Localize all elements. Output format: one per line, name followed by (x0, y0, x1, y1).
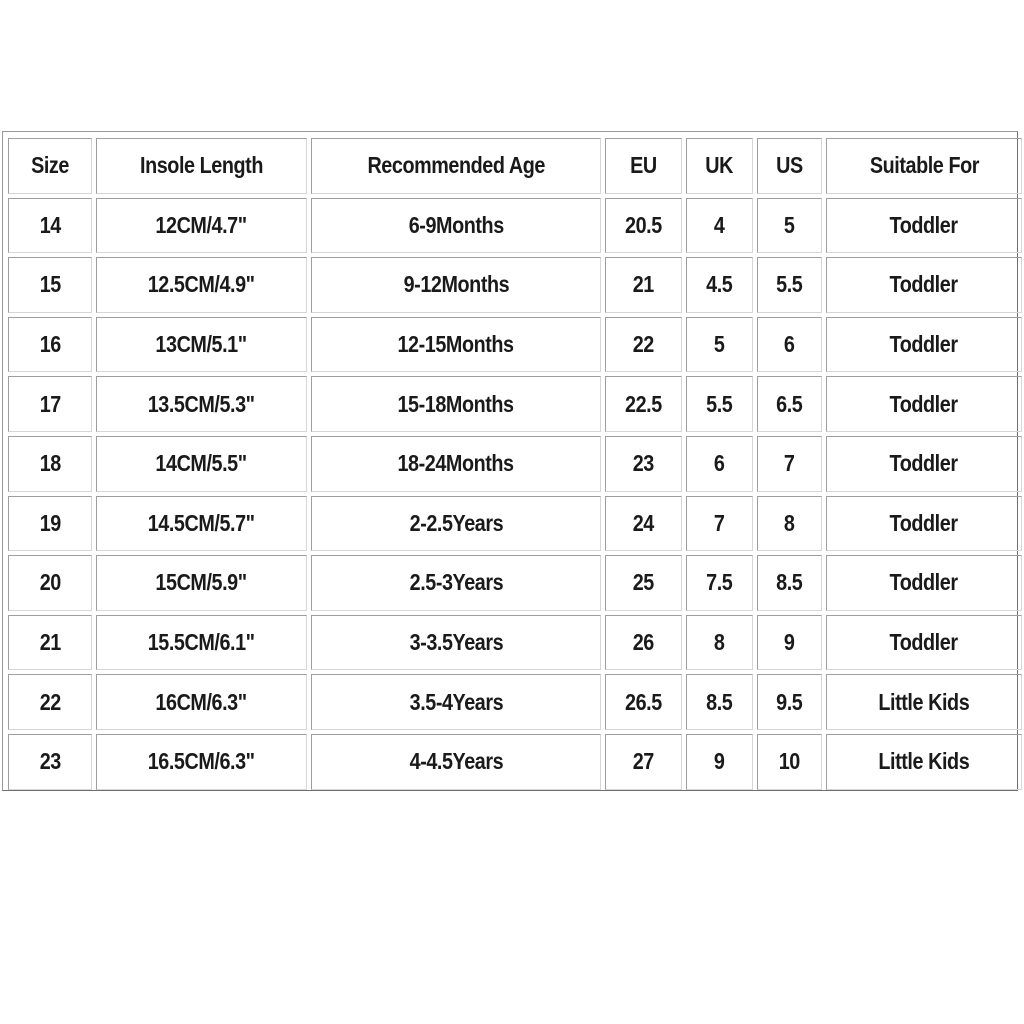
cell-recommended-age-text: 2-2.5Years (409, 509, 503, 536)
cell-uk-text: 4.5 (706, 271, 733, 298)
cell-uk-text: 8.5 (706, 688, 733, 715)
cell-recommended-age-text: 18-24Months (397, 450, 515, 477)
cell-uk-text: 7 (714, 509, 725, 536)
cell-insole-length (96, 734, 307, 790)
cell-uk (686, 615, 753, 671)
cell-insole-length-text: 15CM/5.9" (155, 569, 248, 596)
cell-us-text: 5 (784, 211, 795, 238)
cell-insole-length (96, 496, 307, 552)
cell-uk (686, 496, 753, 552)
table-row (8, 436, 1022, 492)
cell-recommended-age (311, 198, 601, 254)
cell-recommended-age-text: 3.5-4Years (409, 688, 503, 715)
size-chart-table-frame (2, 131, 1018, 791)
cell-recommended-age (311, 257, 601, 313)
cell-size (8, 734, 92, 790)
cell-eu (605, 317, 682, 373)
cell-size (8, 496, 92, 552)
cell-insole-length (96, 317, 307, 373)
cell-uk (686, 257, 753, 313)
cell-eu (605, 376, 682, 432)
cell-size (8, 436, 92, 492)
header-eu: EU (605, 138, 682, 194)
cell-suitable-for (826, 555, 1022, 611)
cell-eu (605, 257, 682, 313)
cell-suitable-for (826, 496, 1022, 552)
header-us: US (757, 138, 822, 194)
cell-uk-text: 4 (714, 211, 725, 238)
cell-suitable-for-text: Toddler (889, 331, 959, 358)
cell-eu-text: 24 (632, 509, 655, 536)
cell-recommended-age (311, 615, 601, 671)
cell-us (757, 436, 822, 492)
cell-recommended-age-text: 9-12Months (403, 271, 509, 298)
cell-recommended-age-text: 15-18Months (397, 390, 515, 417)
cell-suitable-for (826, 615, 1022, 671)
cell-eu (605, 674, 682, 730)
cell-size (8, 317, 92, 373)
cell-us (757, 615, 822, 671)
cell-us (757, 734, 822, 790)
cell-us-text: 9 (784, 629, 795, 656)
cell-size (8, 674, 92, 730)
cell-us-text: 6.5 (776, 390, 803, 417)
header-recommended-age: Recommended Age (311, 138, 601, 194)
cell-suitable-for (826, 257, 1022, 313)
cell-insole-length-text: 13.5CM/5.3" (148, 390, 255, 417)
cell-suitable-for (826, 198, 1022, 254)
cell-recommended-age (311, 436, 601, 492)
cell-insole-length-text: 12CM/4.7" (155, 211, 248, 238)
cell-suitable-for-text: Toddler (889, 211, 959, 238)
cell-recommended-age (311, 496, 601, 552)
cell-eu (605, 496, 682, 552)
header-row (8, 138, 1022, 194)
cell-suitable-for (826, 376, 1022, 432)
cell-size-text: 14 (39, 211, 61, 238)
cell-eu (605, 734, 682, 790)
cell-recommended-age (311, 674, 601, 730)
cell-eu-text: 27 (632, 748, 655, 775)
cell-uk (686, 734, 753, 790)
cell-insole-length (96, 376, 307, 432)
table-body (8, 198, 1022, 790)
cell-eu-text: 23 (632, 450, 655, 477)
cell-eu-text: 25 (632, 569, 655, 596)
cell-size-text: 16 (39, 331, 61, 358)
cell-size-text: 22 (39, 688, 61, 715)
cell-us (757, 376, 822, 432)
cell-size-text: 19 (39, 509, 61, 536)
table-row (8, 674, 1022, 730)
cell-recommended-age (311, 734, 601, 790)
cell-eu (605, 436, 682, 492)
cell-insole-length-text: 14CM/5.5" (155, 450, 248, 477)
cell-us-text: 9.5 (776, 688, 803, 715)
cell-suitable-for-text: Little Kids (878, 748, 970, 775)
cell-us-text: 10 (778, 748, 801, 775)
cell-suitable-for-text: Toddler (889, 509, 959, 536)
cell-recommended-age-text: 6-9Months (408, 211, 504, 238)
cell-uk (686, 436, 753, 492)
cell-us-text: 8.5 (776, 569, 803, 596)
cell-eu (605, 615, 682, 671)
cell-recommended-age-text: 12-15Months (397, 331, 515, 358)
header-suitable-for: Suitable For (826, 138, 1022, 194)
cell-eu-text: 21 (632, 271, 655, 298)
cell-suitable-for (826, 436, 1022, 492)
cell-uk-text: 7.5 (706, 569, 733, 596)
cell-uk (686, 674, 753, 730)
cell-uk (686, 555, 753, 611)
cell-suitable-for-text: Toddler (889, 271, 959, 298)
cell-uk-text: 9 (714, 748, 725, 775)
cell-suitable-for (826, 734, 1022, 790)
cell-recommended-age-text: 3-3.5Years (409, 629, 503, 656)
cell-size-text: 15 (39, 271, 61, 298)
header-uk: UK (686, 138, 753, 194)
cell-eu-text: 26.5 (625, 688, 662, 715)
cell-insole-length-text: 13CM/5.1" (155, 331, 248, 358)
size-chart-table (4, 134, 1024, 794)
cell-suitable-for-text: Toddler (889, 629, 959, 656)
cell-eu-text: 22 (632, 331, 655, 358)
cell-suitable-for-text: Little Kids (878, 688, 970, 715)
table-row (8, 198, 1022, 254)
cell-insole-length-text: 16CM/6.3" (155, 688, 248, 715)
cell-uk (686, 376, 753, 432)
cell-size-text: 17 (39, 390, 61, 417)
cell-size-text: 21 (39, 629, 61, 656)
cell-eu-text: 22.5 (625, 390, 662, 417)
cell-size-text: 23 (39, 748, 61, 775)
cell-us-text: 6 (784, 331, 795, 358)
cell-insole-length-text: 16.5CM/6.3" (148, 748, 255, 775)
cell-size-text: 18 (39, 450, 61, 477)
cell-insole-length-text: 15.5CM/6.1" (148, 629, 255, 656)
cell-eu (605, 555, 682, 611)
table-row (8, 257, 1022, 313)
cell-recommended-age (311, 555, 601, 611)
cell-us-text: 7 (784, 450, 795, 477)
cell-size (8, 198, 92, 254)
cell-uk-text: 6 (714, 450, 725, 477)
cell-insole-length (96, 555, 307, 611)
cell-uk (686, 198, 753, 254)
cell-suitable-for-text: Toddler (889, 569, 959, 596)
cell-insole-length (96, 615, 307, 671)
cell-eu-text: 20.5 (625, 211, 662, 238)
cell-suitable-for-text: Toddler (889, 450, 959, 477)
header-insole-length: Insole Length (96, 138, 307, 194)
cell-eu-text: 26 (632, 629, 655, 656)
cell-us (757, 555, 822, 611)
cell-uk-text: 8 (714, 629, 725, 656)
cell-us (757, 257, 822, 313)
cell-us (757, 496, 822, 552)
cell-us-text: 8 (784, 509, 795, 536)
table-row (8, 376, 1022, 432)
cell-us (757, 674, 822, 730)
cell-insole-length-text: 12.5CM/4.9" (148, 271, 255, 298)
table-row (8, 496, 1022, 552)
cell-eu (605, 198, 682, 254)
cell-size (8, 615, 92, 671)
cell-us (757, 317, 822, 373)
table-row (8, 317, 1022, 373)
cell-recommended-age-text: 4-4.5Years (409, 748, 503, 775)
cell-uk (686, 317, 753, 373)
cell-size (8, 555, 92, 611)
table-row (8, 615, 1022, 671)
cell-suitable-for (826, 317, 1022, 373)
cell-size (8, 257, 92, 313)
cell-uk-text: 5.5 (706, 390, 733, 417)
cell-uk-text: 5 (714, 331, 725, 358)
cell-insole-length (96, 436, 307, 492)
cell-suitable-for-text: Toddler (889, 390, 959, 417)
cell-insole-length (96, 674, 307, 730)
cell-suitable-for (826, 674, 1022, 730)
cell-insole-length (96, 198, 307, 254)
table-row (8, 734, 1022, 790)
cell-us (757, 198, 822, 254)
cell-insole-length (96, 257, 307, 313)
cell-recommended-age-text: 2.5-3Years (409, 569, 503, 596)
table-header (8, 138, 1022, 194)
cell-recommended-age (311, 317, 601, 373)
table-row (8, 555, 1022, 611)
cell-size (8, 376, 92, 432)
cell-us-text: 5.5 (776, 271, 803, 298)
cell-size-text: 20 (39, 569, 61, 596)
header-size: Size (8, 138, 92, 194)
cell-recommended-age (311, 376, 601, 432)
cell-insole-length-text: 14.5CM/5.7" (148, 509, 255, 536)
